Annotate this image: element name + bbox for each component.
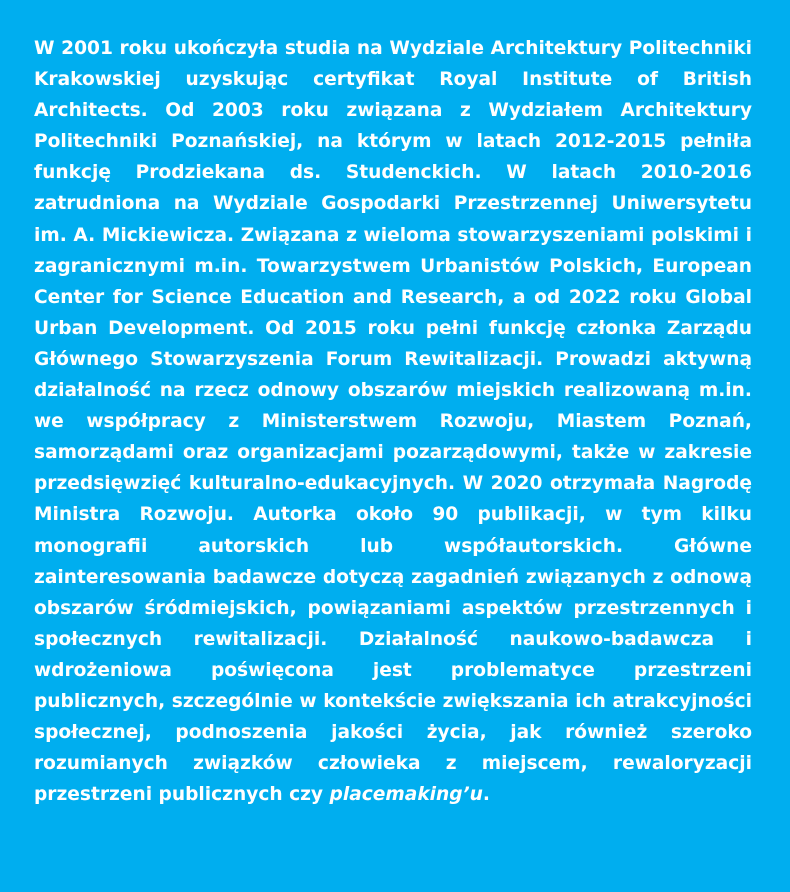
bio-emphasis-placemaking: placemaking’u <box>329 784 483 806</box>
bio-ending: . <box>482 784 490 806</box>
bio-text: W 2001 roku ukończyła studia na Wydziale Architektury Politechniki Krakowskiej uzyskując certyfikat Royal Institute of British Architects. Od 2003 roku związana z Wydziałem Architektury Politechniki Poznańskiej, na którym w latach 2012-2015 pełniła funkcję Prodziekana ds. Studenckich. W latach 2010-2016 zatrudniona na Wydziale Gospodarki Przestrzennej Uniwersytetu im. A. Mickiewicza. Związana z wieloma stowarzyszeniami polskimi i zagranicznymi m.in. Towarzystwem Urbanistów Polskich, European Center for Science Education and Research, a od 2022 roku Global Urban Development. Od 2015 roku pełni funkcję członka Zarządu Głównego Stowarzyszenia Forum Rewitalizacji. Prowadzi aktywną działalność na rzecz odnowy obszarów miejskich realizowaną m.in. we współpracy z Ministerstwem Rozwoju, Miastem Poznań, samorządami oraz organizacjami pozarządowymi, także w zakresie przedsięwzięć kulturalno-edukacyjnych. W 2020 otrzymała Nagrodę Ministra Rozwoju. Autorka około 90 publikacji, w tym kilku monografii autorskich lub współautorskich. Główne zainteresowania badawcze dotyczą zagadnień związanych z odnową obszarów śródmiejskich, powiązaniami aspektów przestrzennych i społecznych rewitalizacji. Działalność naukowo-badawcza i wdrożeniowa poświęcona jest problematyce przestrzeni publicznych, szczególnie w kontekście zwiększania ich atrakcyjności społecznej, podnoszenia jakości życia, jak również szeroko rozumianych związków człowieka z miejscem, rewaloryzacji przestrzeni publicznych czy <box>34 38 752 806</box>
bio-paragraph <box>34 33 752 810</box>
